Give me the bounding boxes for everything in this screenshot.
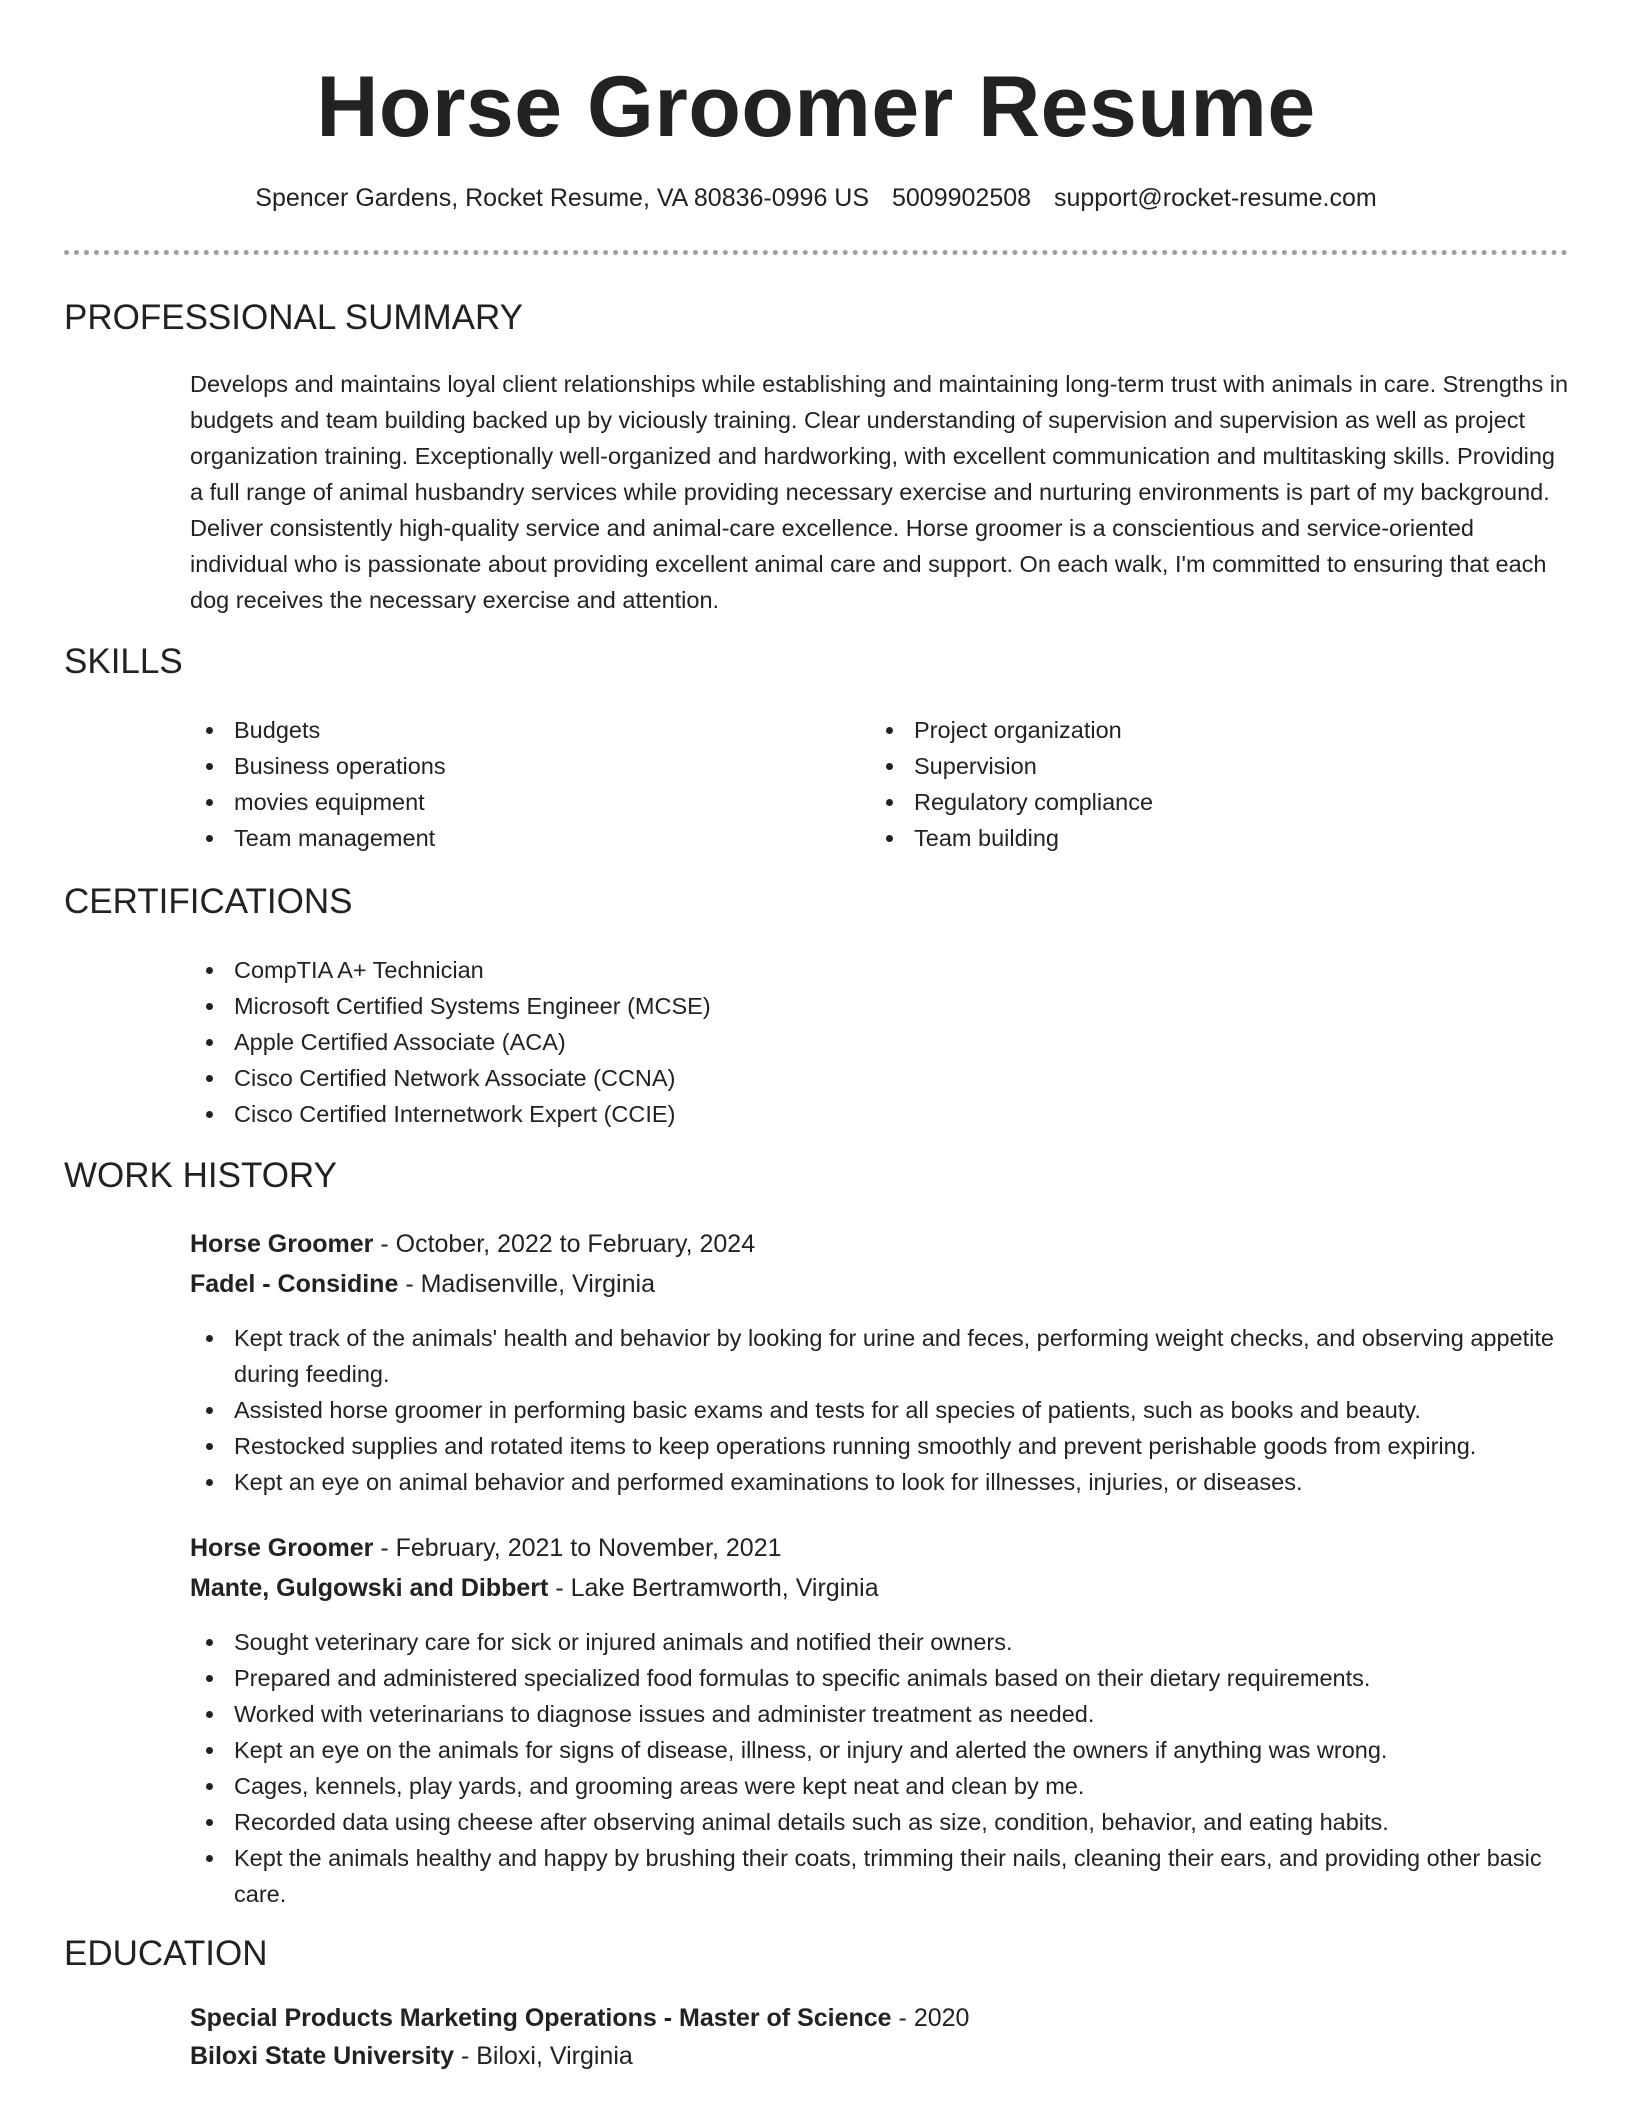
job-bullet: Worked with veterinarians to diagnose issues and administer treatment as needed. [190, 1696, 1580, 1732]
education-degree-line [190, 2000, 969, 2036]
skill-item: Business operations [190, 748, 446, 784]
job-title: Horse Groomer [190, 1534, 374, 1562]
separator: - [898, 2004, 907, 2032]
job-1-title-line [190, 1226, 755, 1262]
job-1-bullets [190, 1320, 1580, 1500]
job-bullet: Prepared and administered specialized food formulas to specific animals based on their dietary requirements. [190, 1660, 1580, 1696]
job-bullet: Kept an eye on the animals for signs of disease, illness, or injury and alerted the owners if anything was wrong. [190, 1732, 1580, 1768]
header-divider [64, 250, 1568, 255]
skill-item: Project organization [870, 712, 1153, 748]
section-heading-work: WORK HISTORY [64, 1156, 337, 1195]
job-location: Lake Bertramworth, Virginia [570, 1574, 879, 1602]
skill-item: Team management [190, 820, 446, 856]
job-bullet: Kept track of the animals' health and behavior by looking for urine and feces, performing weight checks, and observing appetite during feeding. [190, 1320, 1580, 1392]
certification-item: Apple Certified Associate (ACA) [190, 1024, 711, 1060]
job-dates: February, 2021 to November, 2021 [395, 1534, 782, 1562]
separator: - [380, 1230, 389, 1258]
certification-item: CompTIA A+ Technician [190, 952, 711, 988]
contact-email[interactable]: support@rocket-resume.com [1054, 184, 1377, 212]
job-bullet: Assisted horse groomer in performing basic exams and tests for all species of patients, such as books and beauty. [190, 1392, 1580, 1428]
resume-title: Horse Groomer Resume [316, 59, 1316, 155]
job-1-company-line [190, 1266, 655, 1302]
job-dates: October, 2022 to February, 2024 [395, 1230, 756, 1258]
separator: - [405, 1270, 414, 1298]
education-school: Biloxi State University [190, 2042, 454, 2070]
contact-line [0, 180, 1632, 216]
skills-list-right [870, 712, 1153, 856]
job-location: Madisenville, Virginia [420, 1270, 655, 1298]
certification-item: Cisco Certified Internetwork Expert (CCIE) [190, 1096, 711, 1132]
job-bullet: Restocked supplies and rotated items to keep operations running smoothly and prevent perishable goods from expiring. [190, 1428, 1580, 1464]
job-bullet: Sought veterinary care for sick or injured animals and notified their owners. [190, 1624, 1580, 1660]
skill-item: Regulatory compliance [870, 784, 1153, 820]
certification-item: Cisco Certified Network Associate (CCNA) [190, 1060, 711, 1096]
job-bullet: Kept an eye on animal behavior and performed examinations to look for illnesses, injuries, or diseases. [190, 1464, 1580, 1500]
separator: - [460, 2042, 470, 2070]
job-2-company-line [190, 1570, 879, 1606]
education-degree: Special Products Marketing Operations - Master of Science [190, 2004, 892, 2032]
skill-item: Team building [870, 820, 1153, 856]
contact-phone: 5009902508 [892, 184, 1032, 212]
education-school-line [190, 2038, 633, 2074]
job-bullet: Cages, kennels, play yards, and grooming areas were kept neat and clean by me. [190, 1768, 1580, 1804]
section-heading-education: EDUCATION [64, 1934, 268, 1973]
job-bullet: Recorded data using cheese after observing animal details such as size, condition, behavior, and eating habits. [190, 1804, 1580, 1840]
skill-item: Budgets [190, 712, 446, 748]
job-2-bullets [190, 1624, 1580, 1912]
separator: - [555, 1574, 564, 1602]
certification-item: Microsoft Certified Systems Engineer (MCSE) [190, 988, 711, 1024]
skill-item: Supervision [870, 748, 1153, 784]
section-heading-certifications: CERTIFICATIONS [64, 882, 353, 921]
education-location: Biloxi, Virginia [476, 2042, 633, 2070]
job-company: Mante, Gulgowski and Dibbert [190, 1574, 549, 1602]
section-heading-skills: SKILLS [64, 642, 183, 681]
summary-text: Develops and maintains loyal client relationships while establishing and maintaining long-term trust with animals in care. Strengths in budgets and team building backed up by viciously training. Clear understanding of supervision and supervision as well as project organization training. Exceptionally well-organized and hardworking, with excellent communication and multitasking skills. Providing a full range of animal husbandry services while providing necessary exercise and nurturing environments is part of my background. Deliver consistently high-quality service and animal-care excellence. Horse groomer is a conscientious and service-oriented individual who is passionate about providing excellent animal care and support. On each walk, I'm committed to ensuring that each dog receives the necessary exercise and attention. [190, 371, 1569, 613]
separator: - [380, 1534, 389, 1562]
job-2-title-line [190, 1530, 782, 1566]
skills-list-left [190, 712, 446, 856]
section-heading-summary: PROFESSIONAL SUMMARY [64, 298, 523, 337]
contact-address: Spencer Gardens, Rocket Resume, VA 80836-0996 US [255, 184, 870, 212]
skill-item: movies equipment [190, 784, 446, 820]
education-year: 2020 [913, 2004, 970, 2032]
certifications-list [190, 952, 711, 1132]
job-title: Horse Groomer [190, 1230, 374, 1258]
job-bullet: Kept the animals healthy and happy by brushing their coats, trimming their nails, cleaning their ears, and providing other basic care. [190, 1840, 1580, 1912]
job-company: Fadel - Considine [190, 1270, 399, 1298]
